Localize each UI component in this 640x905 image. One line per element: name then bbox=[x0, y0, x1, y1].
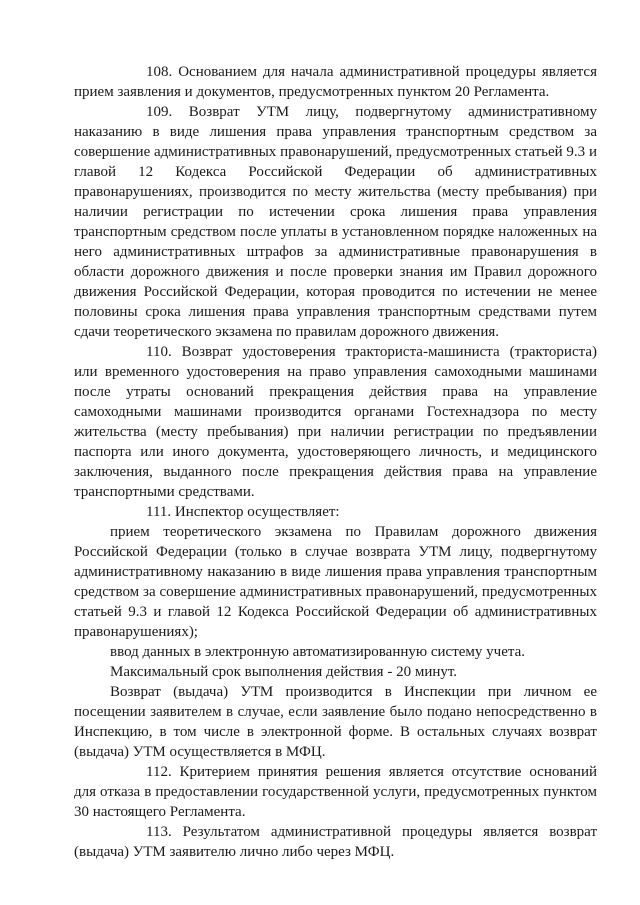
paragraph-text: ввод данных в электронную автоматизированную систему учета. bbox=[110, 644, 525, 660]
paragraph-111-item-data-entry bbox=[74, 642, 597, 662]
paragraph-text: Максимальный срок выполнения действия - 20 минут. bbox=[110, 664, 458, 680]
paragraph-112 bbox=[74, 762, 597, 822]
paragraph-108 bbox=[74, 62, 597, 102]
paragraph-number: 109. bbox=[146, 104, 173, 120]
paragraph-max-time bbox=[74, 662, 597, 682]
paragraph-text: Критерием принятия решения является отсутствие оснований для отказа в предоставлении государственной услуги, предусмотренных пунктом 30 настоящего Регламента. bbox=[74, 764, 597, 820]
paragraph-111-item-exam bbox=[74, 522, 597, 642]
paragraph-number: 113. bbox=[146, 824, 172, 840]
paragraph-109 bbox=[74, 102, 597, 342]
paragraph-text: Результатом административной процедуры является возврат (выдача) УТМ заявителю лично либо через МФЦ. bbox=[74, 824, 598, 860]
paragraph-number: 110. bbox=[146, 344, 172, 360]
document-body bbox=[74, 62, 597, 862]
paragraph-text: Возврат УТМ лицу, подвергнутому административному наказанию в виде лишения права управления транспортным средством за совершение административных правонарушений, предусмотренных статьей 9.3 и главой 12 Кодекса Российской Федерации об административных правонарушениях, производится по месту жительства (месту пребывания) при наличии регистрации по истечении срока лишения права управления транспортным средством после уплаты в установленном порядке наложенных на него административных штрафов за административные правонарушения в области дорожного движения и после проверки знания им Правил дорожного движения Российской Федерации, которая проводится по истечении не менее половины срока лишения права управления транспортным средствами путем сдачи теоретического экзамена по правилам дорожного движения. bbox=[74, 104, 597, 340]
paragraph-return-issue bbox=[74, 682, 597, 762]
paragraph-text: Основанием для начала административной процедуры является прием заявления и документов, предусмотренных пунктом 20 Регламента. bbox=[74, 64, 597, 100]
paragraph-number: 108. bbox=[146, 64, 173, 80]
paragraph-number: 111. bbox=[146, 504, 172, 520]
paragraph-number: 112. bbox=[146, 764, 172, 780]
paragraph-text: Возврат (выдача) УТМ производится в Инспекции при личном ее посещении заявителем в случае, если заявление было подано непосредственно в Инспекцию, в том числе в электронной форме. В остальных случаях возврат (выдача) УТМ осуществляется в МФЦ. bbox=[74, 684, 597, 760]
paragraph-text: прием теоретического экзамена по Правилам дорожного движения Российской Федерации (только в случае возврата УТМ лицу, подвергнутому административному наказанию в виде лишения права управления транспортным средством за совершение административных правонарушений, предусмотренных статьей 9.3 и главой 12 Кодекса Российской Федерации об административных правонарушениях); bbox=[74, 524, 597, 640]
paragraph-111 bbox=[74, 502, 597, 522]
paragraph-110 bbox=[74, 342, 597, 502]
paragraph-113 bbox=[74, 822, 597, 862]
paragraph-text: Инспектор осуществляет: bbox=[174, 504, 340, 520]
paragraph-text: Возврат удостоверения тракториста-машиниста (тракториста) или временного удостоверения на право управления самоходными машинами после утраты оснований прекращения действия права на управление самоходными машинами производится органами Гостехнадзора по месту жительства (месту пребывания) при наличии регистрации по предъявлении паспорта или иного документа, удостоверяющего личность, и медицинского заключения, выданного после прекращения действия права на управление транспортными средствами. bbox=[74, 344, 597, 500]
